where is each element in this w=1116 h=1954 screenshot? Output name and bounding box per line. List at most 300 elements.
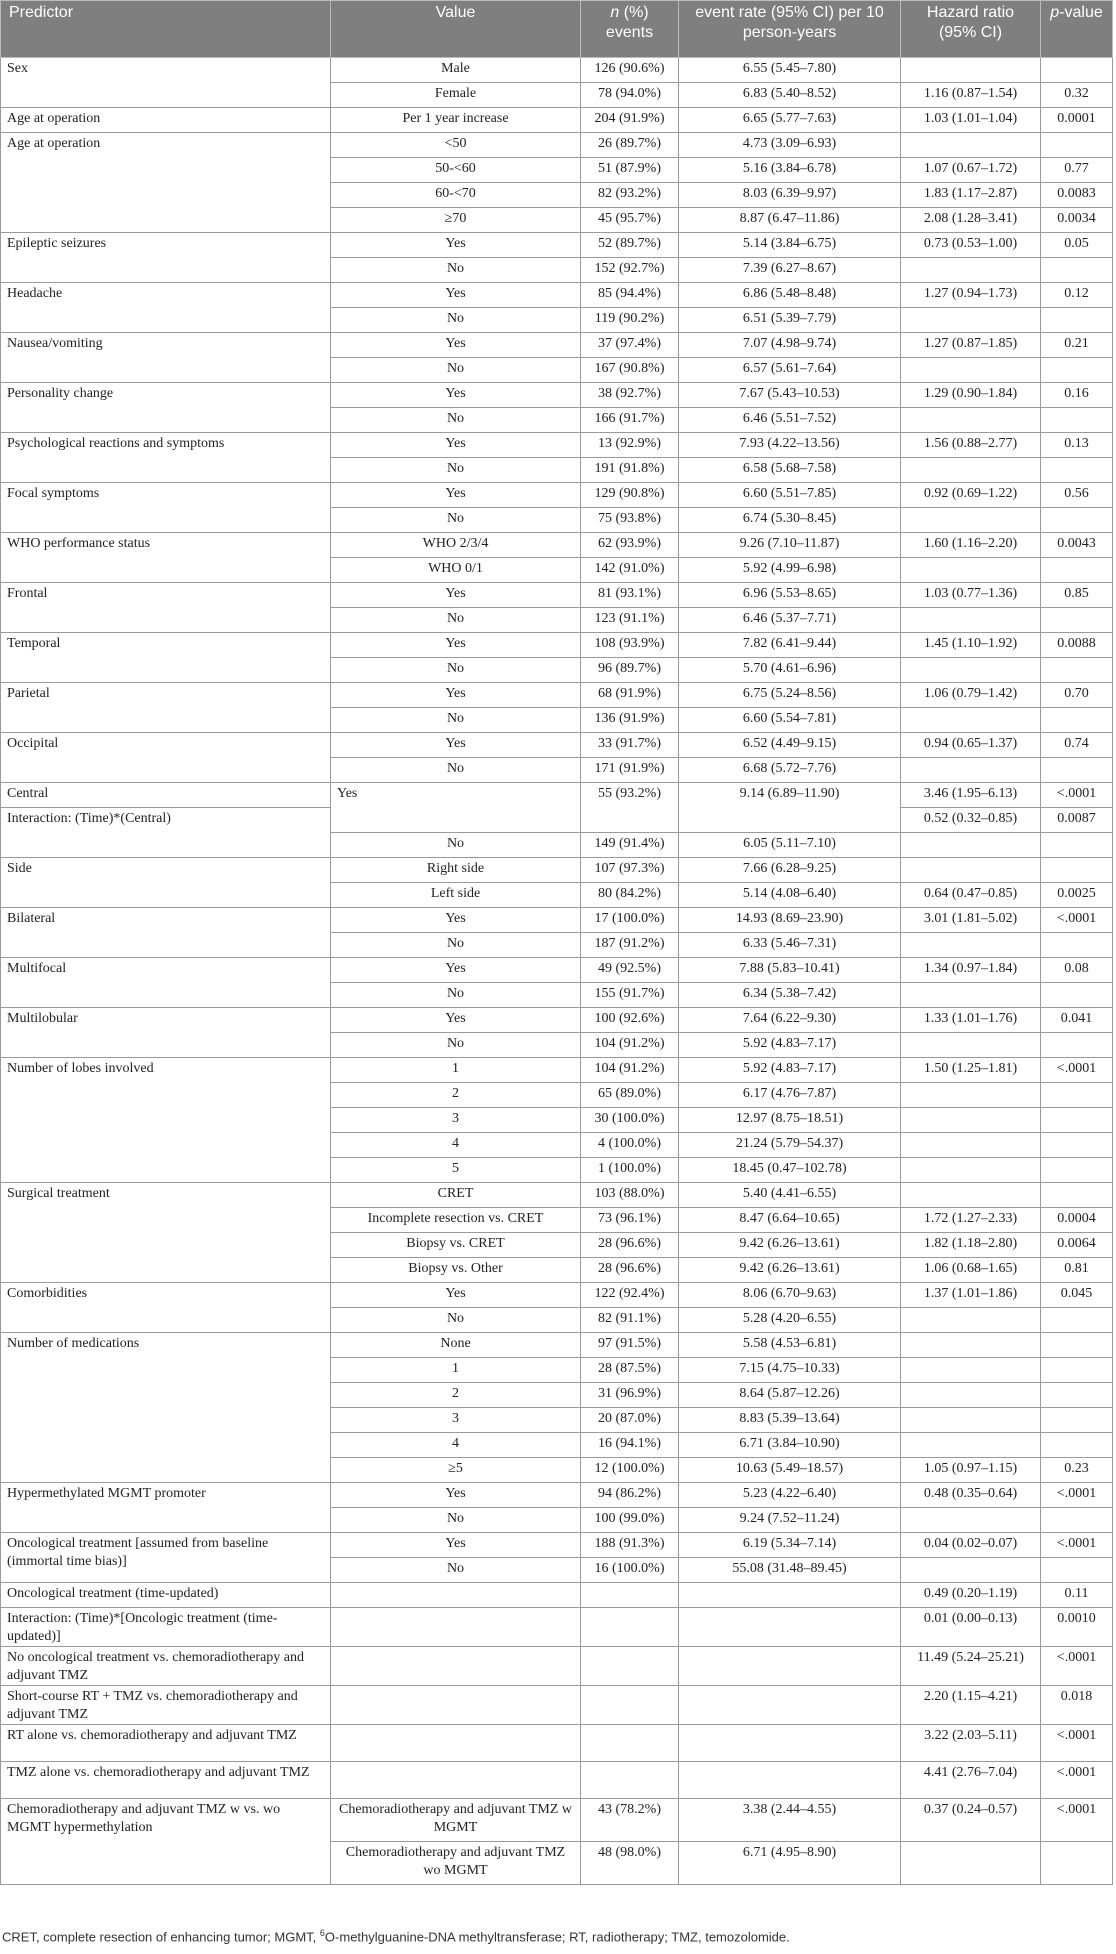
event-rate-cell: 6.51 (5.39–7.79) <box>679 308 901 333</box>
event-rate-cell: 6.58 (5.68–7.58) <box>679 458 901 483</box>
predictor-cell: Surgical treatment <box>1 1183 331 1283</box>
n-events-cell: 62 (93.9%) <box>581 533 679 558</box>
event-rate-cell: 5.14 (3.84–6.75) <box>679 233 901 258</box>
event-rate-cell: 8.64 (5.87–12.26) <box>679 1383 901 1408</box>
p-value-cell <box>1041 558 1113 583</box>
event-rate-cell: 6.05 (5.11–7.10) <box>679 833 901 858</box>
event-rate-cell: 18.45 (0.47–102.78) <box>679 1158 901 1183</box>
predictor-cell: Headache <box>1 283 331 333</box>
event-rate-cell: 8.03 (6.39–9.97) <box>679 183 901 208</box>
n-events-cell: 78 (94.0%) <box>581 83 679 108</box>
n-events-cell <box>581 1647 679 1686</box>
header-row <box>1 1 1113 58</box>
predictor-cell: Oncological treatment [assumed from baseline (immortal time bias)] <box>1 1533 331 1583</box>
n-events-cell: 80 (84.2%) <box>581 883 679 908</box>
hazard-ratio-cell <box>901 658 1041 683</box>
table-row <box>1 1008 1113 1033</box>
value-cell: Yes <box>331 1008 581 1033</box>
predictor-cell: Central <box>1 783 331 808</box>
n-events-cell: 28 (96.6%) <box>581 1233 679 1258</box>
n-events-cell: 75 (93.8%) <box>581 508 679 533</box>
event-rate-cell: 7.88 (5.83–10.41) <box>679 958 901 983</box>
hazard-ratio-cell: 3.01 (1.81–5.02) <box>901 908 1041 933</box>
value-cell <box>331 1647 581 1686</box>
p-value-cell <box>1041 58 1113 83</box>
n-events-cell: 104 (91.2%) <box>581 1058 679 1083</box>
p-value-cell <box>1041 1108 1113 1133</box>
p-value-cell <box>1041 1842 1113 1885</box>
value-cell: 3 <box>331 1408 581 1433</box>
n-events-cell: 37 (97.4%) <box>581 333 679 358</box>
p-value-cell: 0.85 <box>1041 583 1113 608</box>
value-cell: No <box>331 308 581 333</box>
hazard-ratio-cell: 1.60 (1.16–2.20) <box>901 533 1041 558</box>
value-cell: 60-<70 <box>331 183 581 208</box>
p-value-cell: <.0001 <box>1041 1058 1113 1083</box>
n-events-cell: 68 (91.9%) <box>581 683 679 708</box>
n-events-cell: 52 (89.7%) <box>581 233 679 258</box>
value-cell: 5 <box>331 1158 581 1183</box>
event-rate-cell: 5.92 (4.83–7.17) <box>679 1033 901 1058</box>
table-row <box>1 1725 1113 1762</box>
value-cell: Yes <box>331 283 581 308</box>
p-value-cell <box>1041 833 1113 858</box>
event-rate-cell: 6.60 (5.51–7.85) <box>679 483 901 508</box>
hazard-ratio-cell <box>901 1108 1041 1133</box>
p-value-cell: 0.81 <box>1041 1258 1113 1283</box>
p-value-cell: 0.70 <box>1041 683 1113 708</box>
value-cell: Yes <box>331 233 581 258</box>
predictor-cell: Frontal <box>1 583 331 633</box>
predictor-cell: Epileptic seizures <box>1 233 331 283</box>
n-events-cell: 166 (91.7%) <box>581 408 679 433</box>
table-body-lower <box>1 858 1113 1583</box>
value-cell: No <box>331 458 581 483</box>
event-rate-cell: 6.74 (5.30–8.45) <box>679 508 901 533</box>
event-rate-cell: 5.92 (4.83–7.17) <box>679 1058 901 1083</box>
predictor-cell: Psychological reactions and symptoms <box>1 433 331 483</box>
hazard-ratio-cell <box>901 58 1041 83</box>
p-value-cell <box>1041 458 1113 483</box>
hazard-ratio-cell: 0.48 (0.35–0.64) <box>901 1483 1041 1508</box>
value-cell: No <box>331 758 581 783</box>
predictor-cell: Interaction: (Time)*(Central) <box>1 808 331 858</box>
predictor-cell: Chemoradiotherapy and adjuvant TMZ w vs. wo MGMT hypermethylation <box>1 1799 331 1885</box>
p-value-cell: 0.32 <box>1041 83 1113 108</box>
p-value-cell: <.0001 <box>1041 1647 1113 1686</box>
event-rate-cell: 9.14 (6.89–11.90) <box>679 783 901 833</box>
hazard-ratio-cell: 1.27 (0.87–1.85) <box>901 333 1041 358</box>
n-events-cell: 167 (90.8%) <box>581 358 679 383</box>
n-events-cell: 129 (90.8%) <box>581 483 679 508</box>
value-cell: Yes <box>331 1483 581 1508</box>
event-rate-cell: 7.67 (5.43–10.53) <box>679 383 901 408</box>
predictor-cell: Occipital <box>1 733 331 783</box>
p-value-cell <box>1041 983 1113 1008</box>
predictor-cell: Hypermethylated MGMT promoter <box>1 1483 331 1533</box>
hazard-ratio-cell: 2.08 (1.28–3.41) <box>901 208 1041 233</box>
hazard-ratio-cell <box>901 1358 1041 1383</box>
event-rate-cell: 9.42 (6.26–13.61) <box>679 1233 901 1258</box>
n-events-cell: 149 (91.4%) <box>581 833 679 858</box>
table-body-upper <box>1 58 1113 783</box>
n-events-cell: 171 (91.9%) <box>581 758 679 783</box>
predictor-cell: Oncological treatment (time-updated) <box>1 1583 331 1608</box>
hazard-ratio-cell <box>901 1558 1041 1583</box>
table-row <box>1 858 1113 883</box>
event-rate-cell: 6.55 (5.45–7.80) <box>679 58 901 83</box>
event-rate-cell: 6.57 (5.61–7.64) <box>679 358 901 383</box>
hazard-ratio-cell: 1.06 (0.79–1.42) <box>901 683 1041 708</box>
table-row <box>1 108 1113 133</box>
n-events-cell: 103 (88.0%) <box>581 1183 679 1208</box>
event-rate-cell: 6.86 (5.48–8.48) <box>679 283 901 308</box>
header-value: Value <box>331 1 581 58</box>
table-row <box>1 1583 1113 1608</box>
p-value-cell <box>1041 1183 1113 1208</box>
n-events-cell: 26 (89.7%) <box>581 133 679 158</box>
table-row <box>1 1483 1113 1508</box>
hazard-ratio-cell <box>901 858 1041 883</box>
predictor-cell: Number of lobes involved <box>1 1058 331 1183</box>
table-row <box>1 1533 1113 1558</box>
hazard-ratio-cell: 0.92 (0.69–1.22) <box>901 483 1041 508</box>
n-events-cell: 188 (91.3%) <box>581 1533 679 1558</box>
p-value-cell: 0.0010 <box>1041 1608 1113 1647</box>
n-events-cell: 38 (92.7%) <box>581 383 679 408</box>
event-rate-cell: 4.73 (3.09–6.93) <box>679 133 901 158</box>
hazard-ratio-cell <box>901 933 1041 958</box>
event-rate-cell: 9.42 (6.26–13.61) <box>679 1258 901 1283</box>
value-cell: WHO 0/1 <box>331 558 581 583</box>
event-rate-cell: 8.06 (6.70–9.63) <box>679 1283 901 1308</box>
n-events-cell: 30 (100.0%) <box>581 1108 679 1133</box>
table-row <box>1 433 1113 458</box>
value-cell: 1 <box>331 1358 581 1383</box>
table-row <box>1 1647 1113 1686</box>
predictor-cell: Nausea/vomiting <box>1 333 331 383</box>
value-cell: Per 1 year increase <box>331 108 581 133</box>
n-events-cell: 4 (100.0%) <box>581 1133 679 1158</box>
value-cell: No <box>331 1558 581 1583</box>
p-value-cell: 0.05 <box>1041 233 1113 258</box>
table-row <box>1 383 1113 408</box>
hazard-ratio-cell <box>901 133 1041 158</box>
hazard-ratio-cell: 1.27 (0.94–1.73) <box>901 283 1041 308</box>
n-events-cell <box>581 1762 679 1799</box>
p-value-cell <box>1041 658 1113 683</box>
event-rate-cell: 6.71 (4.95–8.90) <box>679 1842 901 1885</box>
value-cell: Yes <box>331 683 581 708</box>
value-cell: 50-<60 <box>331 158 581 183</box>
table-row <box>1 633 1113 658</box>
event-rate-cell: 6.65 (5.77–7.63) <box>679 108 901 133</box>
n-events-cell: 100 (99.0%) <box>581 1508 679 1533</box>
value-cell: No <box>331 933 581 958</box>
hazard-ratio-cell <box>901 1133 1041 1158</box>
p-value-cell <box>1041 408 1113 433</box>
n-events-cell: 119 (90.2%) <box>581 308 679 333</box>
value-cell: 3 <box>331 1108 581 1133</box>
value-cell: Chemoradiotherapy and adjuvant TMZ w MGMT <box>331 1799 581 1842</box>
p-value-cell <box>1041 1433 1113 1458</box>
n-events-cell: 82 (93.2%) <box>581 183 679 208</box>
event-rate-cell: 5.58 (4.53–6.81) <box>679 1333 901 1358</box>
p-value-cell: <.0001 <box>1041 1799 1113 1842</box>
value-cell: Male <box>331 58 581 83</box>
value-cell: Left side <box>331 883 581 908</box>
n-events-cell: 13 (92.9%) <box>581 433 679 458</box>
p-value-cell <box>1041 1083 1113 1108</box>
event-rate-cell: 5.92 (4.99–6.98) <box>679 558 901 583</box>
value-cell: Right side <box>331 858 581 883</box>
hazard-ratio-cell <box>901 1308 1041 1333</box>
event-rate-cell: 6.46 (5.51–7.52) <box>679 408 901 433</box>
event-rate-cell: 8.47 (6.64–10.65) <box>679 1208 901 1233</box>
p-value-cell <box>1041 358 1113 383</box>
p-value-cell <box>1041 608 1113 633</box>
event-rate-cell: 5.16 (3.84–6.78) <box>679 158 901 183</box>
table-row <box>1 333 1113 358</box>
p-value-cell: 0.0034 <box>1041 208 1113 233</box>
value-cell: Yes <box>331 908 581 933</box>
table-row <box>1 733 1113 758</box>
value-cell: No <box>331 358 581 383</box>
p-value-cell <box>1041 1408 1113 1433</box>
p-value-cell: 0.12 <box>1041 283 1113 308</box>
table-row <box>1 783 1113 808</box>
hazard-ratio-cell: 1.83 (1.17–2.87) <box>901 183 1041 208</box>
n-events-cell: 187 (91.2%) <box>581 933 679 958</box>
table-row <box>1 1333 1113 1358</box>
p-value-cell: <.0001 <box>1041 1725 1113 1762</box>
n-events-cell: 16 (100.0%) <box>581 1558 679 1583</box>
p-value-cell: 0.0088 <box>1041 633 1113 658</box>
header-p-suffix: -value <box>1059 4 1103 21</box>
hazard-ratio-cell: 1.03 (0.77–1.36) <box>901 583 1041 608</box>
p-value-cell <box>1041 933 1113 958</box>
p-value-cell <box>1041 1333 1113 1358</box>
p-value-cell: 0.0064 <box>1041 1233 1113 1258</box>
header-event-rate: event rate (95% CI) per 10 person-years <box>679 1 901 58</box>
n-events-cell: 108 (93.9%) <box>581 633 679 658</box>
hazard-ratio-cell: 0.49 (0.20–1.19) <box>901 1583 1041 1608</box>
event-rate-cell <box>679 1583 901 1608</box>
n-events-cell: 20 (87.0%) <box>581 1408 679 1433</box>
hazard-ratio-cell: 2.20 (1.15–4.21) <box>901 1686 1041 1725</box>
event-rate-cell: 5.28 (4.20–6.55) <box>679 1308 901 1333</box>
n-events-cell: 94 (86.2%) <box>581 1483 679 1508</box>
p-value-cell <box>1041 258 1113 283</box>
p-value-cell: <.0001 <box>1041 1762 1113 1799</box>
p-value-cell <box>1041 758 1113 783</box>
n-events-cell: 100 (92.6%) <box>581 1008 679 1033</box>
event-rate-cell: 7.07 (4.98–9.74) <box>679 333 901 358</box>
n-events-cell: 73 (96.1%) <box>581 1208 679 1233</box>
value-cell: Yes <box>331 783 581 833</box>
event-rate-cell <box>679 1725 901 1762</box>
value-cell <box>331 1608 581 1647</box>
value-cell: Yes <box>331 1533 581 1558</box>
p-value-cell: <.0001 <box>1041 1533 1113 1558</box>
event-rate-cell: 3.38 (2.44–4.55) <box>679 1799 901 1842</box>
p-value-cell: 0.11 <box>1041 1583 1113 1608</box>
hazard-ratio-cell: 1.33 (1.01–1.76) <box>901 1008 1041 1033</box>
predictor-cell: Parietal <box>1 683 331 733</box>
event-rate-cell: 7.82 (6.41–9.44) <box>679 633 901 658</box>
n-events-cell: 104 (91.2%) <box>581 1033 679 1058</box>
n-events-cell: 33 (91.7%) <box>581 733 679 758</box>
value-cell: 2 <box>331 1083 581 1108</box>
event-rate-cell <box>679 1647 901 1686</box>
central-group <box>1 783 1113 858</box>
n-events-cell: 48 (98.0%) <box>581 1842 679 1885</box>
hazard-ratio-cell: 0.94 (0.65–1.37) <box>901 733 1041 758</box>
header-n-events <box>581 1 679 58</box>
hazard-ratio-cell <box>901 983 1041 1008</box>
table-row <box>1 233 1113 258</box>
p-value-cell: 0.13 <box>1041 433 1113 458</box>
hazard-ratio-cell: 1.82 (1.18–2.80) <box>901 1233 1041 1258</box>
event-rate-cell: 9.24 (7.52–11.24) <box>679 1508 901 1533</box>
predictor-cell: Focal symptoms <box>1 483 331 533</box>
predictor-cell: Multifocal <box>1 958 331 1008</box>
hazard-ratio-cell: 3.22 (2.03–5.11) <box>901 1725 1041 1762</box>
p-value-cell: 0.045 <box>1041 1283 1113 1308</box>
hazard-ratio-cell: 4.41 (2.76–7.04) <box>901 1762 1041 1799</box>
hazard-ratio-cell: 0.01 (0.00–0.13) <box>901 1608 1041 1647</box>
hazard-ratio-cell: 3.46 (1.95–6.13) <box>901 783 1041 808</box>
table-row <box>1 1608 1113 1647</box>
value-cell: No <box>331 708 581 733</box>
table-body-singles <box>1 1583 1113 1799</box>
n-events-cell: 12 (100.0%) <box>581 1458 679 1483</box>
event-rate-cell: 8.87 (6.47–11.86) <box>679 208 901 233</box>
hazard-ratio-cell <box>901 1383 1041 1408</box>
table-row <box>1 1686 1113 1725</box>
hazard-ratio-cell: 1.29 (0.90–1.84) <box>901 383 1041 408</box>
value-cell: 2 <box>331 1383 581 1408</box>
p-value-cell <box>1041 1158 1113 1183</box>
event-rate-cell: 8.83 (5.39–13.64) <box>679 1408 901 1433</box>
hazard-ratio-cell: 1.06 (0.68–1.65) <box>901 1258 1041 1283</box>
hazard-ratio-cell: 0.64 (0.47–0.85) <box>901 883 1041 908</box>
n-events-cell: 17 (100.0%) <box>581 908 679 933</box>
p-value-cell: <.0001 <box>1041 908 1113 933</box>
p-value-cell <box>1041 133 1113 158</box>
value-cell: Yes <box>331 733 581 758</box>
value-cell: Biopsy vs. Other <box>331 1258 581 1283</box>
event-rate-cell: 6.71 (3.84–10.90) <box>679 1433 901 1458</box>
value-cell: No <box>331 983 581 1008</box>
event-rate-cell: 6.52 (4.49–9.15) <box>679 733 901 758</box>
n-events-cell: 123 (91.1%) <box>581 608 679 633</box>
p-value-cell <box>1041 308 1113 333</box>
hazard-ratio-cell <box>901 458 1041 483</box>
hazard-ratio-cell <box>901 1033 1041 1058</box>
table-row <box>1 958 1113 983</box>
footnote-superscript: 6 <box>319 1928 325 1938</box>
event-rate-cell: 7.66 (6.28–9.25) <box>679 858 901 883</box>
p-value-cell: 0.0083 <box>1041 183 1113 208</box>
value-cell: Yes <box>331 383 581 408</box>
value-cell: Female <box>331 83 581 108</box>
n-events-cell: 142 (91.0%) <box>581 558 679 583</box>
event-rate-cell: 10.63 (5.49–18.57) <box>679 1458 901 1483</box>
predictor-cell: Personality change <box>1 383 331 433</box>
p-value-cell: 0.0025 <box>1041 883 1113 908</box>
hazard-ratio-cell: 0.37 (0.24–0.57) <box>901 1799 1041 1842</box>
hazard-ratio-cell <box>901 1183 1041 1208</box>
hazard-ratio-cell: 0.52 (0.32–0.85) <box>901 808 1041 833</box>
event-rate-cell: 12.97 (8.75–18.51) <box>679 1108 901 1133</box>
n-events-cell: 191 (91.8%) <box>581 458 679 483</box>
value-cell: None <box>331 1333 581 1358</box>
predictor-cell: Multilobular <box>1 1008 331 1058</box>
n-events-cell: 122 (92.4%) <box>581 1283 679 1308</box>
event-rate-cell: 7.15 (4.75–10.33) <box>679 1358 901 1383</box>
table-row <box>1 583 1113 608</box>
p-value-cell: 0.23 <box>1041 1458 1113 1483</box>
p-value-cell <box>1041 1383 1113 1408</box>
header-predictor: Predictor <box>1 1 331 58</box>
event-rate-cell: 9.26 (7.10–11.87) <box>679 533 901 558</box>
event-rate-cell: 5.14 (4.08–6.40) <box>679 883 901 908</box>
hazard-ratio-cell: 1.50 (1.25–1.81) <box>901 1058 1041 1083</box>
event-rate-cell: 6.75 (5.24–8.56) <box>679 683 901 708</box>
value-cell: No <box>331 608 581 633</box>
p-value-cell <box>1041 708 1113 733</box>
n-events-cell: 85 (94.4%) <box>581 283 679 308</box>
p-value-cell: 0.21 <box>1041 333 1113 358</box>
predictor-cell: Comorbidities <box>1 1283 331 1333</box>
mgmt-group <box>1 1799 1113 1885</box>
n-events-cell: 45 (95.7%) <box>581 208 679 233</box>
event-rate-cell: 7.64 (6.22–9.30) <box>679 1008 901 1033</box>
value-cell: Biopsy vs. CRET <box>331 1233 581 1258</box>
n-events-cell <box>581 1608 679 1647</box>
event-rate-cell: 55.08 (31.48–89.45) <box>679 1558 901 1583</box>
n-events-cell: 55 (93.2%) <box>581 783 679 833</box>
hazard-ratio-cell <box>901 833 1041 858</box>
hazard-ratio-cell: 1.16 (0.87–1.54) <box>901 83 1041 108</box>
value-cell: No <box>331 258 581 283</box>
event-rate-cell <box>679 1686 901 1725</box>
predictor-cell: Temporal <box>1 633 331 683</box>
p-value-cell: 0.0004 <box>1041 1208 1113 1233</box>
predictor-cell: RT alone vs. chemoradiotherapy and adjuvant TMZ <box>1 1725 331 1762</box>
hazard-ratio-cell: 0.04 (0.02–0.07) <box>901 1533 1041 1558</box>
value-cell: 4 <box>331 1433 581 1458</box>
header-p-value <box>1041 1 1113 58</box>
predictor-cell: Side <box>1 858 331 908</box>
event-rate-cell: 5.23 (4.22–6.40) <box>679 1483 901 1508</box>
footnote-text-1: CRET, complete resection of enhancing tumor; MGMT, <box>2 1929 320 1945</box>
n-events-cell: 43 (78.2%) <box>581 1799 679 1842</box>
event-rate-cell <box>679 1762 901 1799</box>
value-cell: No <box>331 833 581 858</box>
p-value-cell <box>1041 1133 1113 1158</box>
event-rate-cell: 7.39 (6.27–8.67) <box>679 258 901 283</box>
p-value-cell: 0.16 <box>1041 383 1113 408</box>
p-value-cell: 0.74 <box>1041 733 1113 758</box>
p-value-cell: <.0001 <box>1041 1483 1113 1508</box>
n-events-cell: 1 (100.0%) <box>581 1158 679 1183</box>
n-events-cell: 49 (92.5%) <box>581 958 679 983</box>
hazard-ratio-cell <box>901 1508 1041 1533</box>
header-n-italic: n <box>610 4 620 21</box>
footnote-text-2: O-methylguanine-DNA methyltransferase; RT, radiotherapy; TMZ, temozolomide. <box>324 1929 790 1945</box>
